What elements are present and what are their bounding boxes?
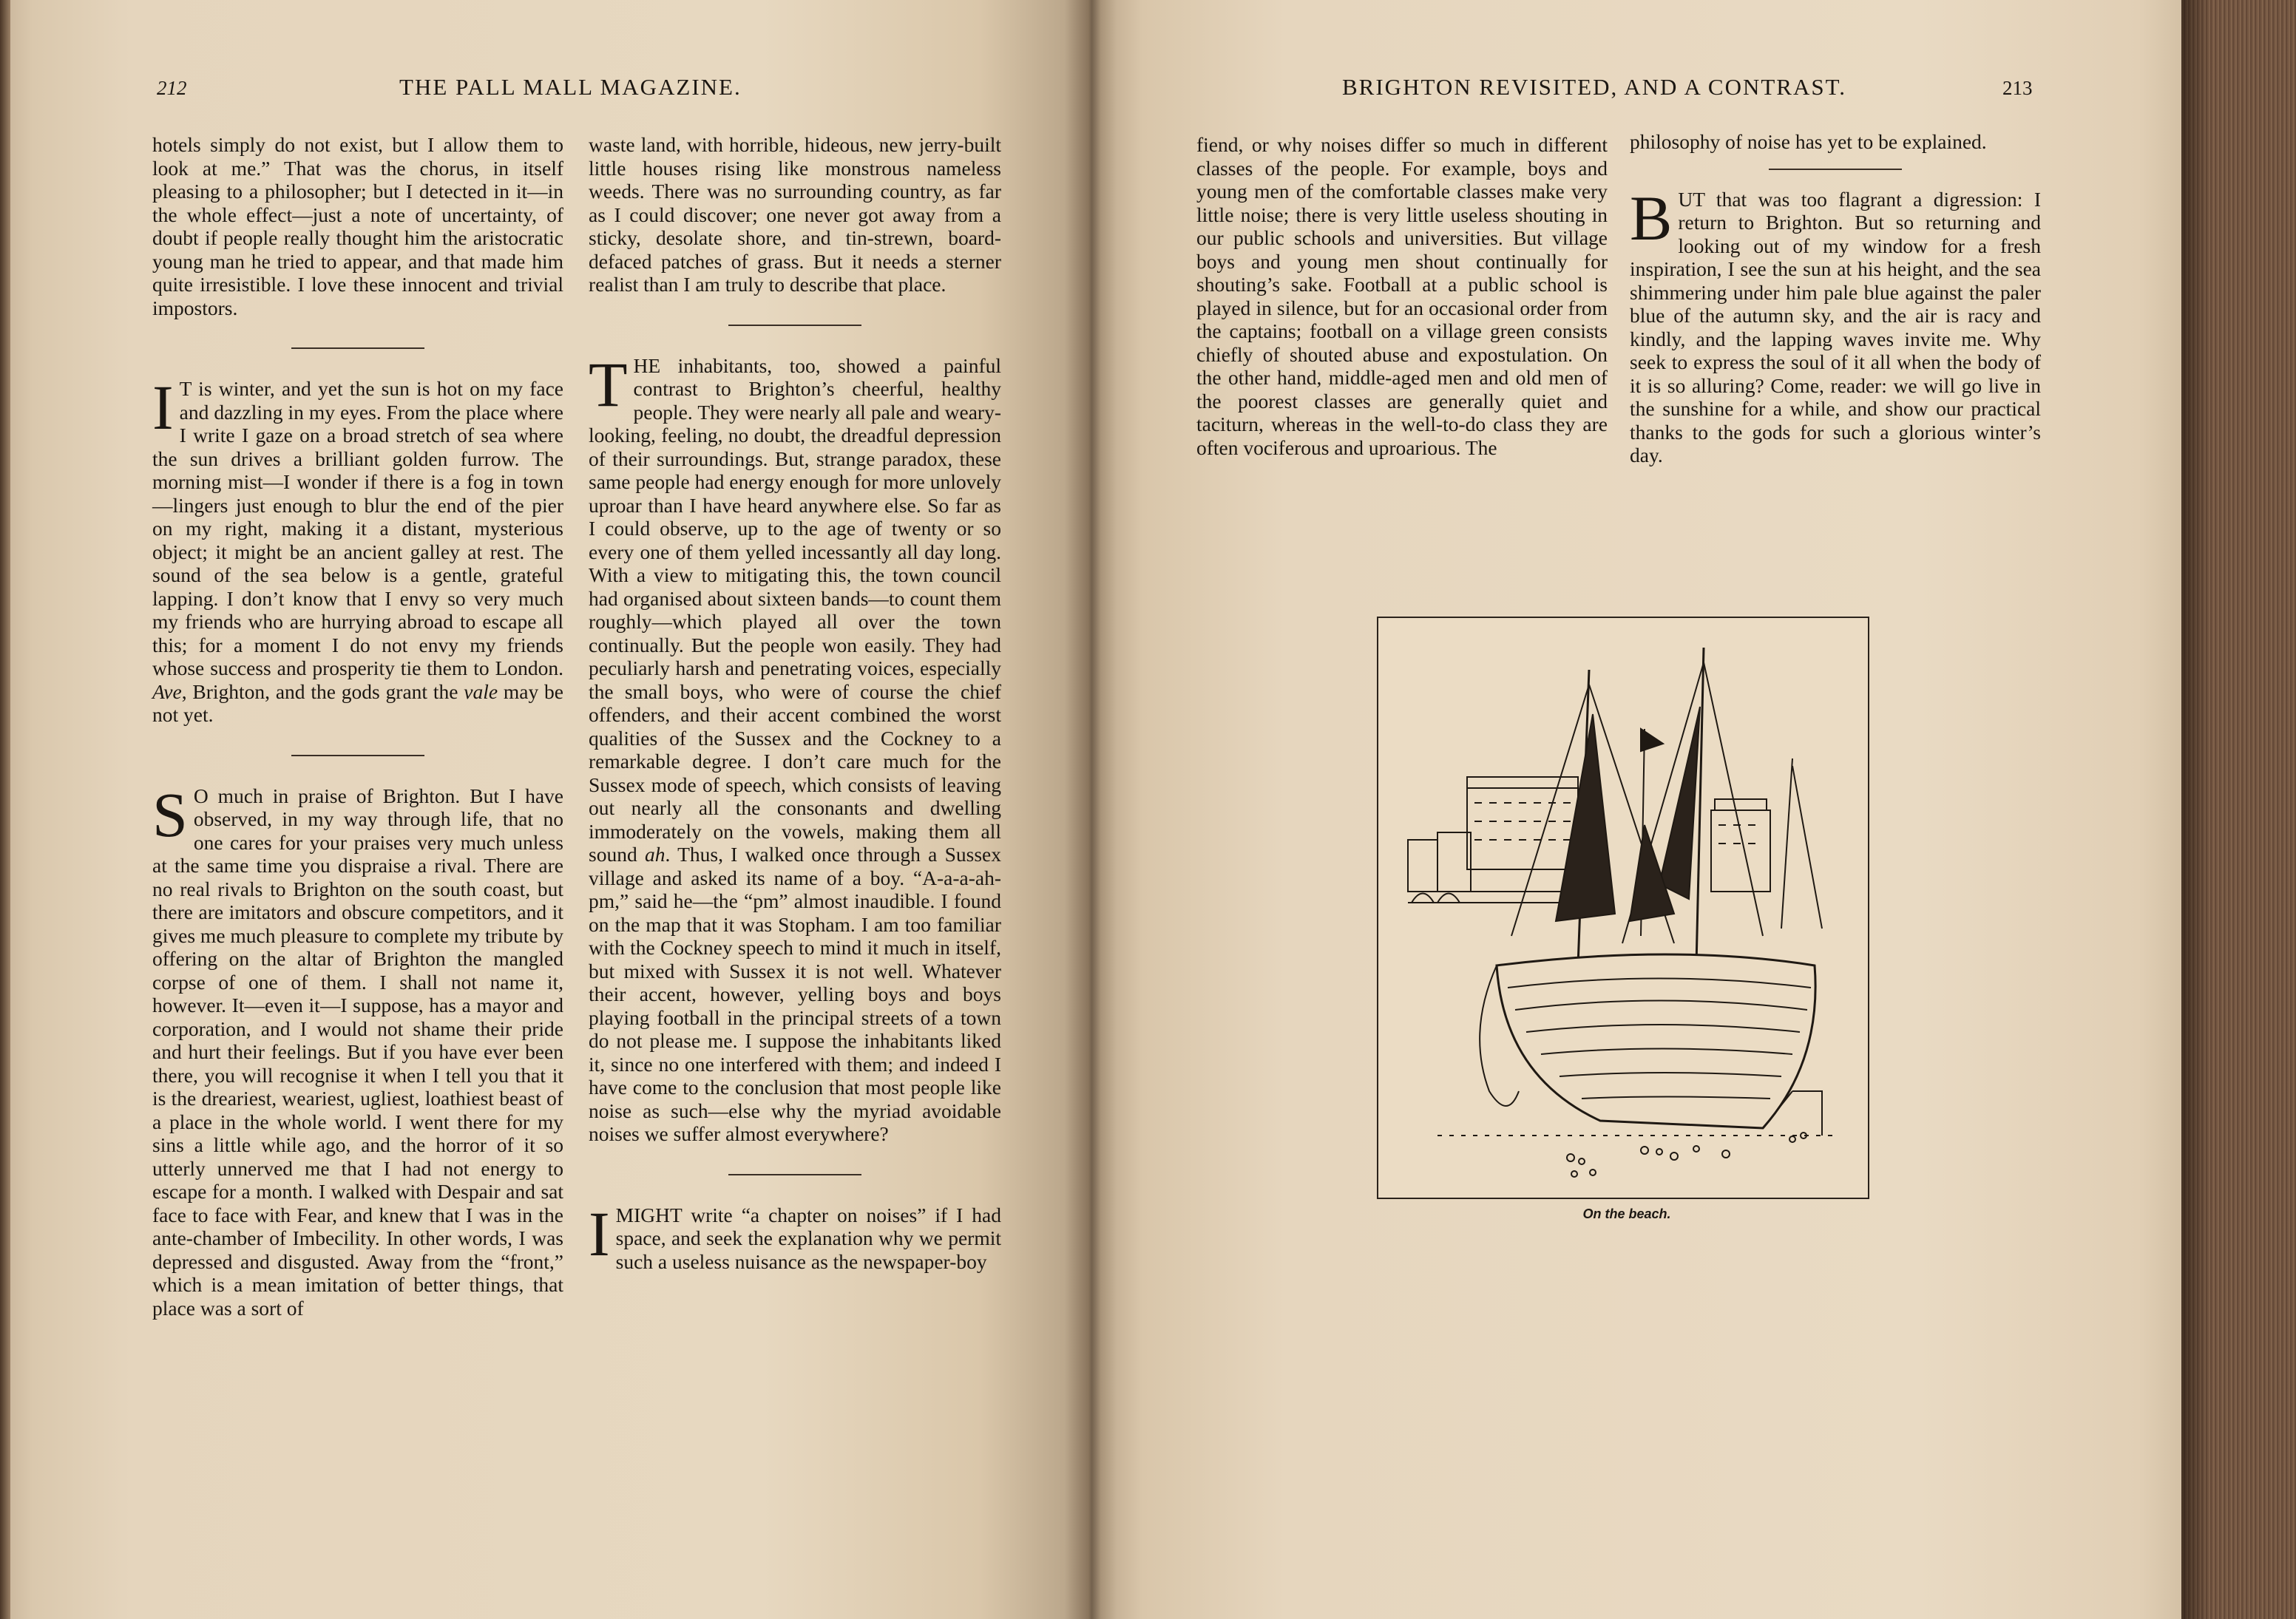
paragraph-text: . Thus, I walked once through a Sussex village and asked its name of a boy. “A-a-a-ah-pm,” said he—the “pm” almost inaudible. I found on the map that it was Stopham. I am too familiar with the Cockney speech to mind it much in itself, but mixed with Sussex it is not well. Whatever their accent, however, yelling boys and boys playing football in the principal streets of a town do not please me. I suppose the inhabitants liked it, since no one interfered with them; and indeed I have come to the conclusion that most people like noise as such—else why the myriad avoidable noises we suffer almost everywhere?: [589, 843, 1001, 1145]
paragraph: waste land, with horrible, hideous, new jerry-built little houses rising like monstrous nameless weeds. There was no surrounding country, as far as I could discover; one never got away from a sticky, desolate shore, and tin-strewn, board-defaced patches of grass. But it needs a sterner realist than I am truly to describe that place.: [589, 133, 1001, 296]
paragraph: [1630, 182, 2041, 467]
drop-cap: B: [1630, 182, 1673, 254]
page-number: 212: [157, 77, 187, 99]
drop-cap: T: [589, 348, 628, 420]
italic-word: ah: [644, 843, 666, 866]
drop-cap: S: [152, 778, 188, 850]
paragraph: [589, 1198, 1001, 1274]
paragraph: [152, 778, 563, 1320]
section-divider: [291, 755, 424, 756]
paragraph-text: MIGHT write “a chapter on noises” if I had space, and seek the explanation why we permit such a useless nuisance as the newspaper-boy: [615, 1203, 1001, 1273]
boat-illustration: [1377, 617, 1869, 1199]
paragraph-text: T is winter, and yet the sun is hot on my face and dazzling in my eyes. From the place where I write I gaze on a broad stretch of sea where the sun drives a brilliant golden furrow. The morning mist—I wonder if there is a fog in town—lingers just enough to blur the end of the pier on my right, making it a distant, mysterious object; it might be an ancient galley at rest. The sound of the sea below is a gentle, grateful lapping. I don’t know that I envy so very much my friends who are hurrying abroad to escape all this; for a moment I do not envy my friends whose success and prosperity tie them to London.: [152, 377, 563, 679]
italic-word: vale: [464, 679, 498, 703]
paragraph-text: O much in praise of Brighton. But I have observed, in my way through life, that no one cares for your praises very much unless at the same time you dispraise a rival. There are no real rivals to Brighton on the south coast, but there are imitators and obscure competitors, and it gives me much pleasure to complete my tribute by offering on the altar of Brighton the mangled corpse of one of them. I shall not name it, however. It—even it—I suppose, has a mayor and corporation, and I would not shame their pride and hurt their feelings. But if you have ever been there, you will recognise it when I tell you that it is the dreariest, weariest, ugliest, loathiest beast of a place in the whole world. I went there for my sins a little while ago, and the horror of it so utterly unnerved me that I had not energy to escape for a month. I walked with Despair and sat face to face with Fear, and knew that I was in the ante-chamber of Imbecility. In other words, I was depressed and disgusted. Away from the “front,” which is a mean imitation of better things, that place was a sort of: [152, 784, 563, 1320]
fishing-boat-drawing: [1378, 618, 1868, 1198]
book-binding-edge: [0, 0, 10, 1619]
page-number: 213: [2002, 77, 2033, 99]
paragraph: [152, 372, 564, 727]
paragraph: fiend, or why noises differ so much in different classes of the people. For example, boys and young men of the comfortable classes make very little noise; there is very little useless shouting in our public schools and universities. But village boys and young men shout continually for shouting’s sake. Football at a public school is played in silence, but for an occasional order from the captains; football on a village green consists chiefly of shouted abuse and expostulation. On the other hand, middle-aged men and old men of the poorest classes are generally quiet and taciturn, whereas in the well-to-do class they are often vociferous and uproarious. The: [1196, 133, 1608, 459]
text-column-1: [152, 133, 563, 1320]
figure-caption: On the beach.: [1582, 1206, 1671, 1221]
text-column-2: [1630, 130, 2041, 467]
paragraph-text: UT that was too flagrant a digression: I return to Brighton. But so returning and looking out of my window for a fresh inspiration, I see the sun at his height, and the sea shimmering under him pale blue against the paler blue of the autumn sky, and the air is racy and kindly, and the lapping waves invite me. Why seek to express the soul of it all when the body of it is so alluring? Come, reader: we will go live in the sunshine for a while, and show our practical thanks to the gods for such a glorious winter’s day.: [1630, 187, 2041, 466]
paragraph-text: , Brighton, and the gods grant the: [181, 679, 458, 703]
section-divider: [728, 325, 861, 326]
drop-cap: I: [152, 372, 174, 443]
section-divider: [728, 1174, 861, 1175]
section-divider: [291, 347, 424, 349]
paragraph: [589, 348, 1001, 1146]
paragraph-text: may be not yet.: [152, 679, 564, 726]
book-gutter-shadow: [1065, 0, 1117, 1619]
page-edges-shadow: [2181, 0, 2211, 1619]
paragraph: hotels simply do not exist, but I allow them to look at me.” That was the chorus, in itself pleasing to a philosopher; but I detected in it—in the whole effect—just a note of uncertainty, of doubt if people really thought him the aristocratic young man he tried to appear, and that made him quite irresistible. I love these innocent and trivial impostors.: [152, 133, 563, 319]
left-page: [0, 0, 1087, 1619]
paragraph-text: HE inhabitants, too, showed a painful contrast to Brighton’s cheerful, healthy people. They were nearly all pale and weary-looking, feeling, no doubt, the dreadful depression of their surroundings. But, strange paradox, these same people had energy enough for more unlovely uproar than I have heard anywhere else. So far as I could observe, up to the age of twenty or so every one of them yelled incessantly all day long. With a view to mitigating this, the town council had organised about sixteen bands—to count them roughly—which played all over the town continually. But the people won easily. They had peculiarly harsh and penetrating voices, especially the small boys, who were of course the chief offenders, and their accent combined the worst qualities of the Sussex and the Cockney to a remarkable degree. I don’t care much for the Sussex mode of speech, which consists of leaving out nearly all the consonants and dwelling immoderately on the vowels, making them all sound: [589, 353, 1001, 866]
running-head: BRIGHTON REVISITED, AND A CONTRAST.: [1342, 74, 1846, 100]
text-column-2: [589, 133, 1001, 1273]
running-head: THE PALL MALL MAGAZINE.: [399, 74, 742, 100]
italic-word: Ave: [152, 679, 182, 703]
drop-cap: I: [589, 1198, 610, 1269]
text-column-1: [1196, 133, 1608, 459]
paragraph: philosophy of noise has yet to be explained.: [1630, 130, 1987, 153]
section-divider: [1769, 169, 1902, 170]
